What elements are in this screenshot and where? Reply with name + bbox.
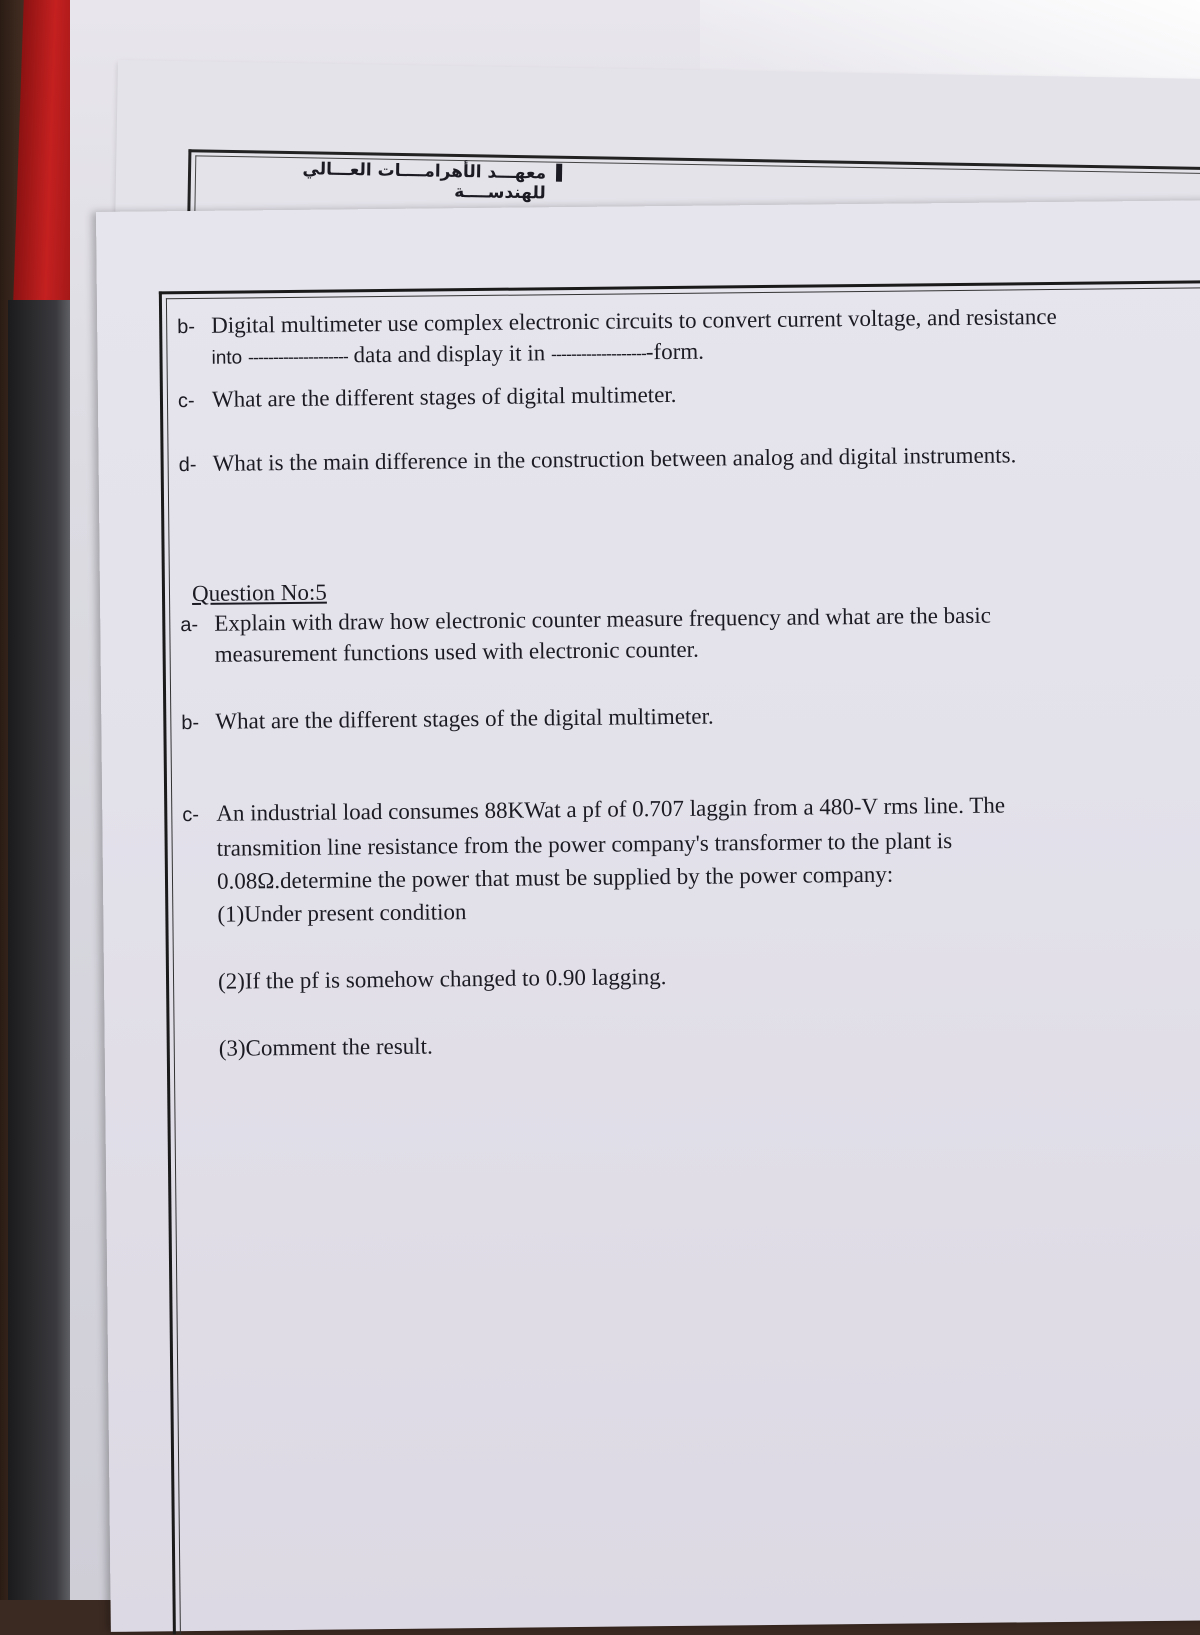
part-c-text: What are the different stages of digital multimeter. (211, 381, 677, 412)
part-b-line1: Digital multimeter use complex electronic circuits to convert current voltage, and resistance (211, 303, 1057, 338)
q5-c-line3: 0.08Ω.determine the power that must be supplied by the power company: (216, 861, 894, 894)
question-5-title: Question No:5 (191, 579, 327, 607)
q5-c-line2: transmition line resistance from the power company's transformer to the plant is (216, 828, 953, 861)
header-mark (556, 164, 562, 182)
q5-c-line1: An industrial load consumes 88KWat a pf of 0.707 laggin from a 480-V rms line. The (216, 792, 1006, 826)
front-exam-sheet (96, 200, 1200, 1632)
fill-in-blank-2: ------------------- (550, 343, 646, 365)
q5-b-label: b- (181, 711, 200, 735)
q5-c-label: c- (182, 803, 200, 827)
part-c-label: c- (177, 389, 195, 413)
part-b-label: b- (177, 315, 196, 339)
q5-c-item3: (3)Comment the result. (218, 1033, 433, 1061)
q5-a-line1: Explain with draw how electronic counter measure frequency and what are the basic (214, 602, 991, 636)
q5-a-line2: measurement functions used with electronic counter. (214, 636, 699, 667)
part-b-into: into (211, 347, 243, 369)
part-b-middle: data and display it in (353, 340, 546, 368)
part-d-label: d- (178, 453, 197, 477)
question-5-block (180, 569, 1181, 670)
q5-b-text: What are the different stages of the digital multimeter. (215, 703, 714, 734)
institute-header: معهـــد الأهرامــــات العـــالي للهندســــة (302, 159, 547, 204)
q5-c-item2: (2)If the pf is somehow changed to 0.90 lagging. (217, 964, 667, 994)
question-part-b (177, 301, 1178, 374)
fill-in-blank-1: -------------------- (247, 346, 348, 368)
part-d-text: What is the main difference in the construction between analog and digital instruments. (212, 442, 1017, 476)
q5-c-item1: (1)Under present condition (217, 899, 467, 927)
q5-a-label: a- (180, 613, 199, 637)
question-5-part-c (182, 787, 1185, 1065)
part-b-end: -form. (645, 338, 705, 365)
